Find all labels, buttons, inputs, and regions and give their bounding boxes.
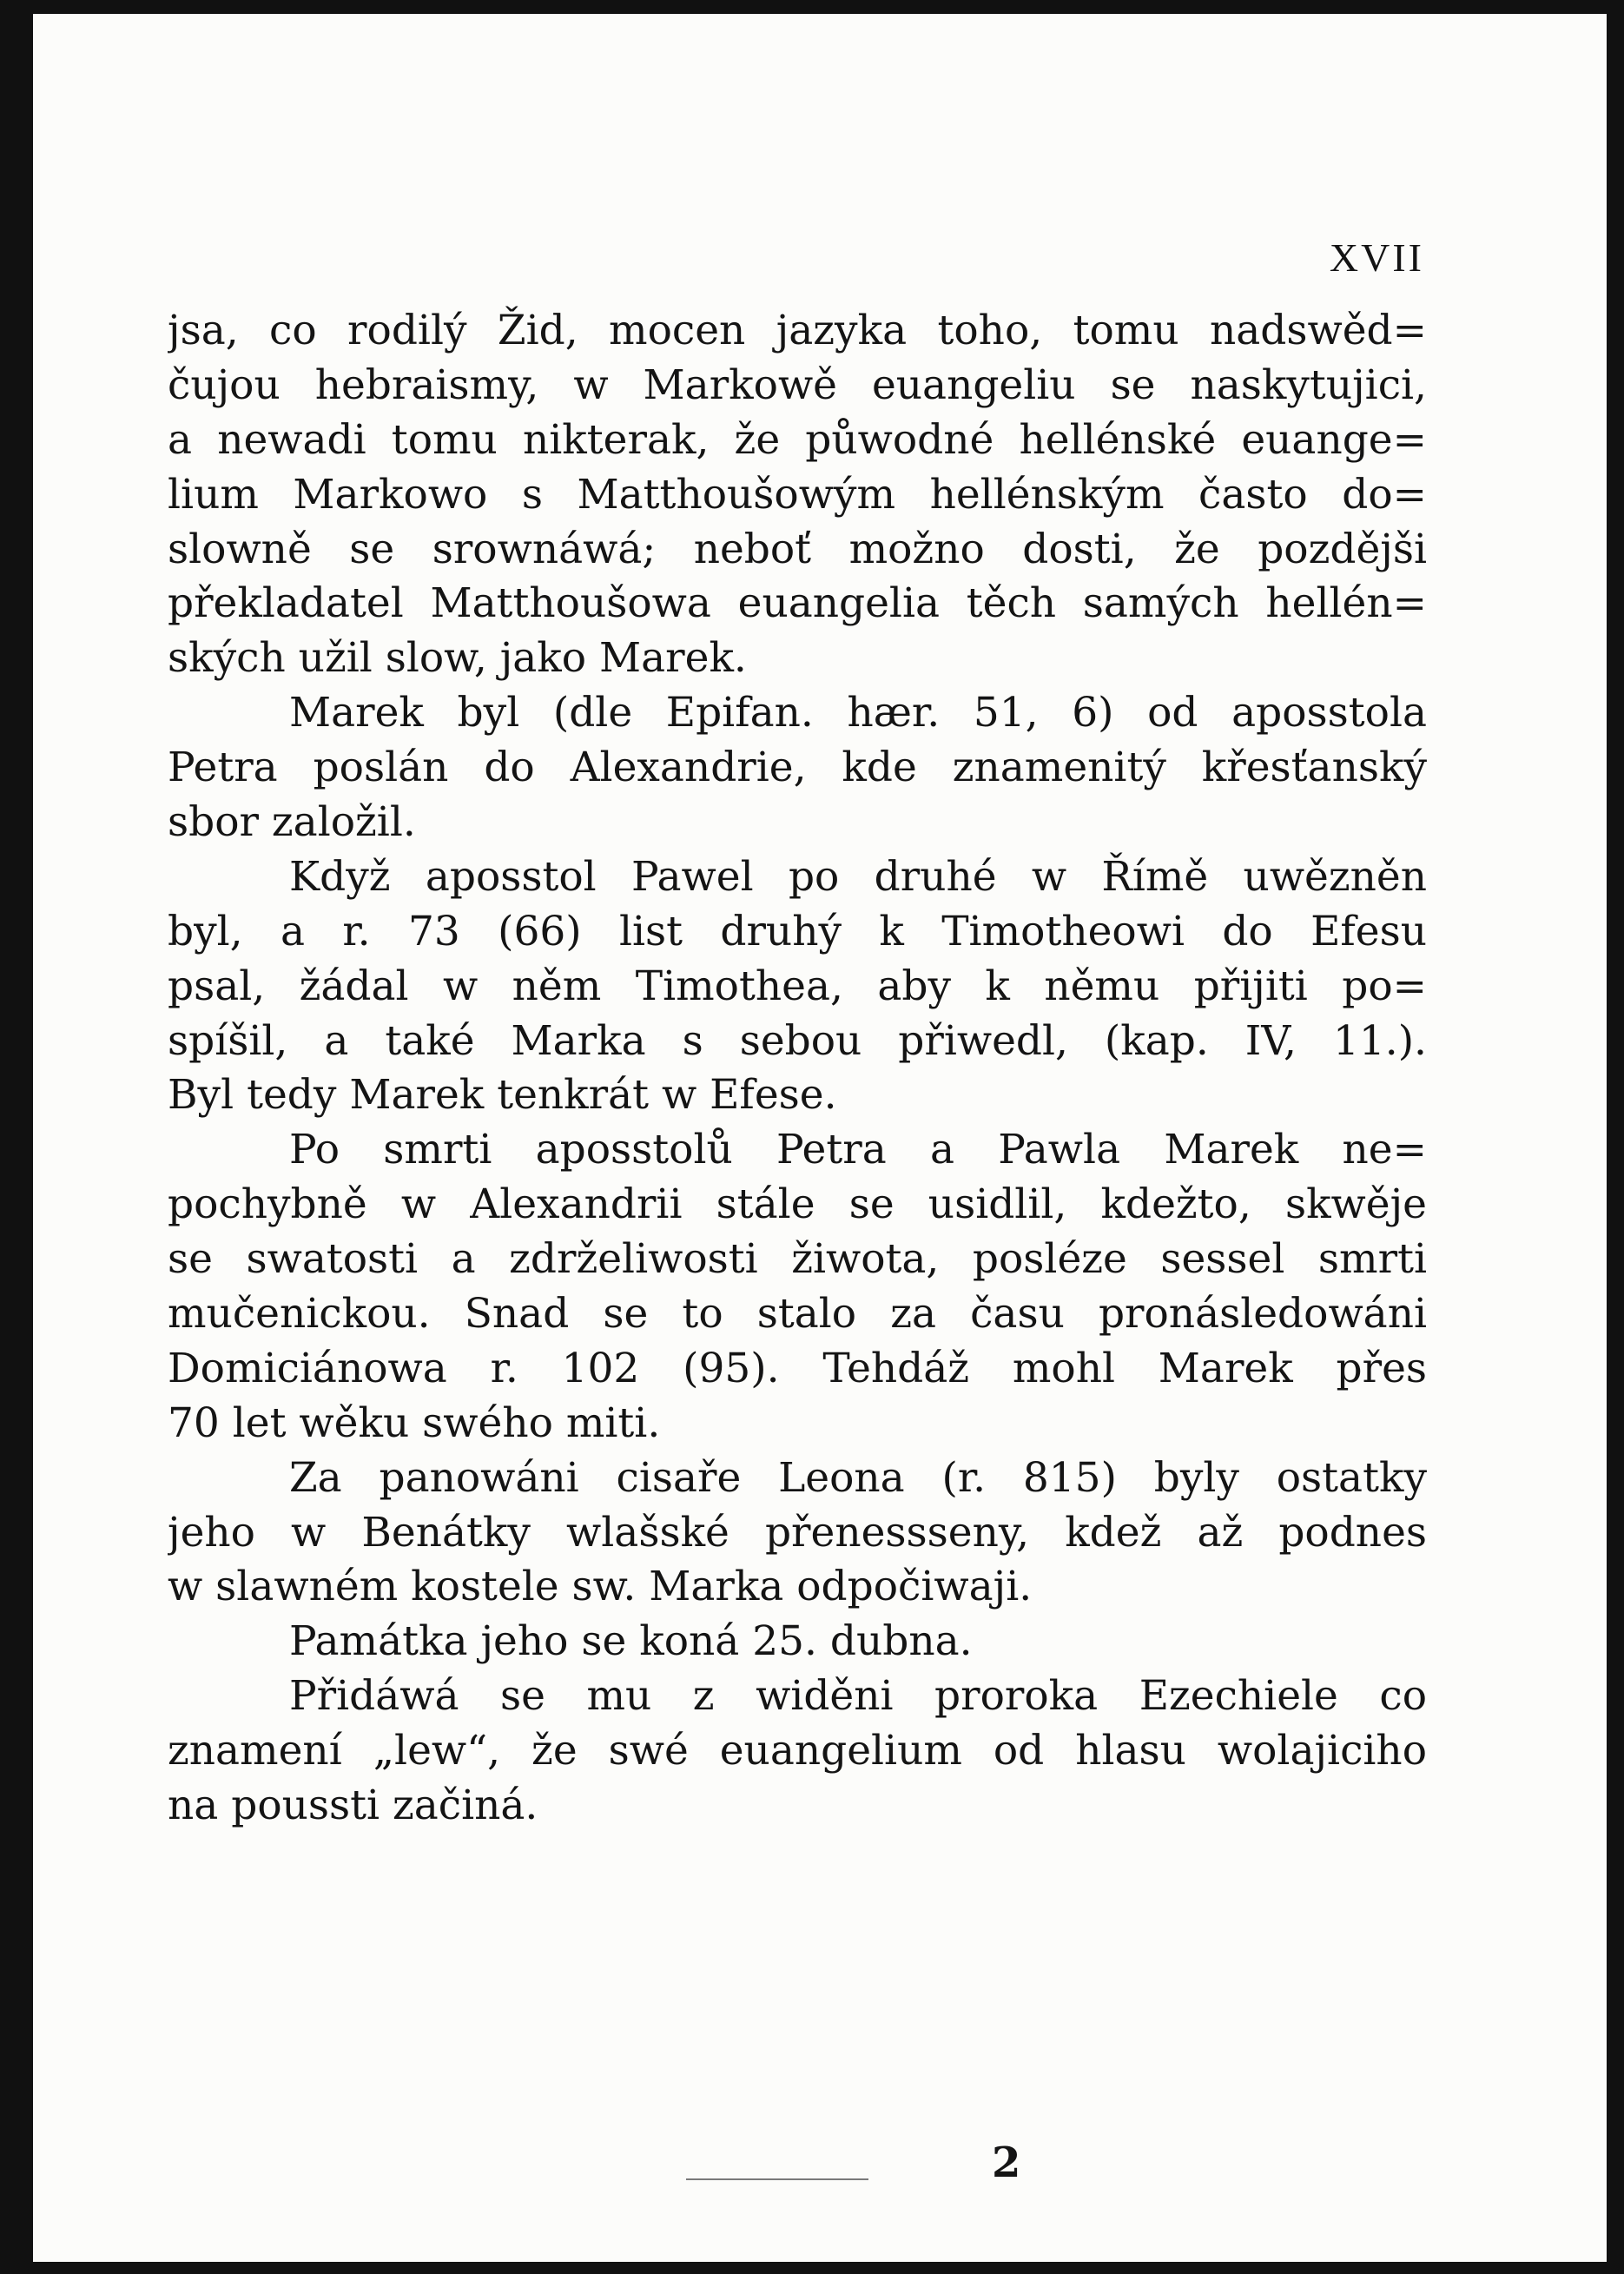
text-line: byl, a r. 73 (66) list druhý k Timotheowi do Efesu bbox=[168, 907, 1427, 955]
text-line: mučenickou. Snad se to stalo za času pronásledowáni bbox=[168, 1290, 1427, 1339]
text-line: w slawném kostele sw. Marka odpočiwaji. bbox=[168, 1563, 1033, 1611]
text-line: Domiciánowa r. 102 (95). Tehdáž mohl Marek přes bbox=[168, 1344, 1427, 1392]
text-line: na poussti začiná. bbox=[168, 1782, 538, 1830]
text-line: Když aposstol Pawel po druhé w Římě uwězněn bbox=[289, 852, 1427, 901]
text-line: Byl tedy Marek tenkrát w Efese. bbox=[168, 1071, 837, 1120]
text-line: lium Markowo s Matthoušowým hellénským často do= bbox=[168, 470, 1427, 519]
text-line: ských užil slow, jako Marek. bbox=[168, 634, 747, 683]
body-text bbox=[168, 304, 1427, 1834]
text-line: psal, žádal w něm Timothea, aby k němu přijiti po= bbox=[168, 962, 1427, 1010]
text-line: spíšil, a také Marka s sebou přiwedl, (kap. IV, 11.). bbox=[168, 1016, 1427, 1065]
text-line: 70 let wěku swého miti. bbox=[168, 1398, 661, 1447]
text-line: překladatel Matthoušowa euangelia těch samých hellén= bbox=[168, 579, 1427, 628]
text-line: se swatosti a zdrželiwosti žiwota, posléze sessel smrti bbox=[168, 1235, 1427, 1284]
section-end-rule bbox=[686, 2178, 868, 2180]
book-page bbox=[33, 14, 1607, 2262]
page-number-roman: XVII bbox=[1329, 235, 1424, 280]
text-line: sbor založil. bbox=[168, 798, 416, 847]
text-line: jeho w Benátky wlašské přenessseny, kdež až podnes bbox=[168, 1508, 1427, 1557]
text-line: Po smrti aposstolů Petra a Pawla Marek ne= bbox=[289, 1126, 1427, 1174]
text-line: Marek byl (dle Epifan. hær. 51, 6) od aposstola bbox=[289, 689, 1427, 737]
text-line: a newadi tomu nikterak, že půwodné hellénské euange= bbox=[168, 415, 1427, 464]
text-line: Přidáwá se mu z widěni proroka Ezechiele co bbox=[289, 1672, 1427, 1721]
text-line: slowně se srownáwá; neboť možno dosti, že pozdějši bbox=[168, 525, 1427, 573]
text-line: Petra poslán do Alexandrie, kde znamenitý křesťanský bbox=[168, 744, 1427, 792]
text-line: čujou hebraismy, w Markowě euangeliu se naskytujici, bbox=[168, 360, 1427, 409]
printer-signature-mark: 2 bbox=[992, 2138, 1021, 2187]
text-line: pochybně w Alexandrii stále se usidlil, kdežto, skwěje bbox=[168, 1180, 1427, 1229]
text-line: Památka jeho se koná 25. dubna. bbox=[289, 1617, 973, 1666]
text-line: znamení „lew“, že swé euangelium od hlasu wolajiciho bbox=[168, 1727, 1427, 1775]
text-line: jsa, co rodilý Žid, mocen jazyka toho, tomu nadswěd= bbox=[168, 307, 1427, 354]
text-line: Za panowáni cisaře Leona (r. 815) byly ostatky bbox=[289, 1453, 1427, 1502]
